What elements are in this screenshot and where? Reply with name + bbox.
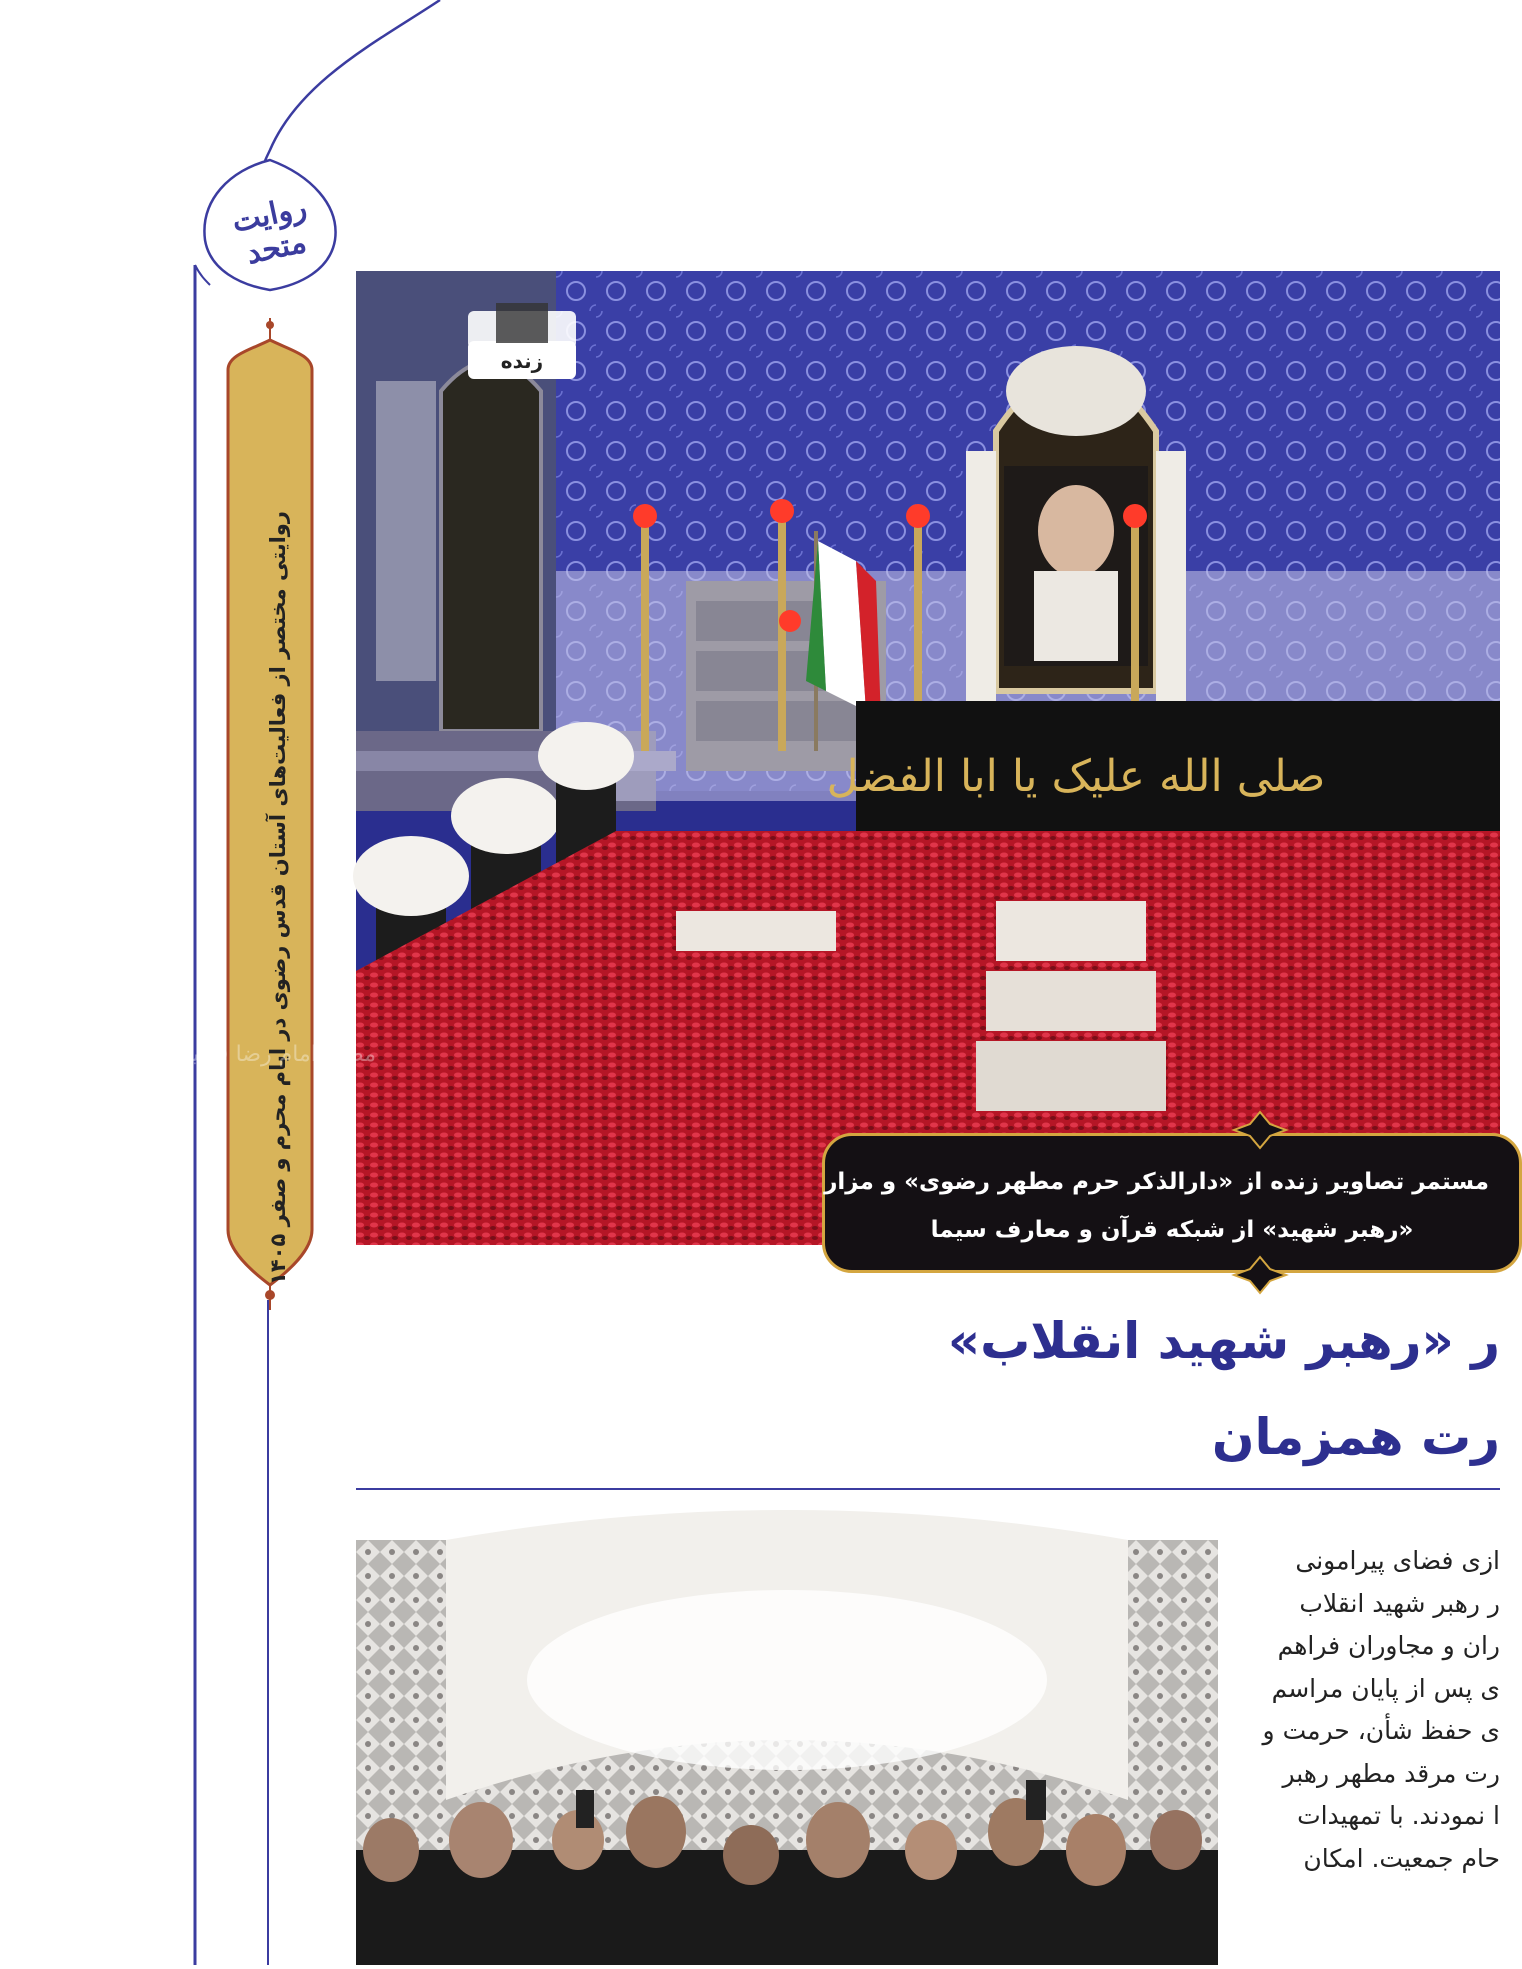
- live-badge: [468, 303, 576, 379]
- caption-bottom-ornament: [1230, 1255, 1290, 1295]
- live-badge-label: زنده: [500, 349, 544, 373]
- body-line: ر رهبر شهید انقلاب: [1299, 1588, 1500, 1618]
- headline-line-2: رت همزمان: [1211, 1408, 1500, 1466]
- body-line: ی حفظ شأن، حرمت و: [1262, 1716, 1500, 1745]
- crowd-photo: [356, 1540, 1218, 1965]
- crowd-photo-drawing: [356, 1540, 1218, 1965]
- publication-logo: روایت متحد: [228, 189, 310, 272]
- article-body: [1240, 1540, 1500, 1880]
- section-divider: [356, 1488, 1500, 1490]
- caption-line-1: مستمر تصاویر زنده از «دارالذکر حرم مطهر رضوی» و مزار: [824, 1169, 1489, 1195]
- body-line: حام جمعیت. امکان: [1303, 1843, 1500, 1873]
- caption-top-ornament: [1230, 1110, 1290, 1150]
- caption-line-2: «رهبر شهید» از شبکه قرآن و معارف سیما: [930, 1217, 1414, 1243]
- photo-caption: [822, 1133, 1522, 1273]
- body-line: ا نمودند. با تمهیدات: [1297, 1801, 1500, 1830]
- side-section-label: روایتی مختصر از فعالیت‌های آستان قدس رضوی در ایام محرم و صفر ۱۴۰۵: [266, 511, 290, 1285]
- body-line: ی پس از پایان مراسم: [1271, 1673, 1500, 1703]
- body-line: ران و مجاوران فراهم: [1277, 1631, 1500, 1660]
- body-line: رت مرقد مطهر رهبر: [1282, 1758, 1500, 1788]
- headline-line-1: ر «رهبر شهید انقلاب»: [947, 1312, 1500, 1370]
- banner-inscription: صلی الله علیک یا ابا الفضل: [826, 751, 1326, 802]
- body-line: ازی فضای پیرامونی: [1295, 1546, 1500, 1575]
- photo-watermark: مطهر امام رضا (علیه السلام): [106, 1042, 376, 1067]
